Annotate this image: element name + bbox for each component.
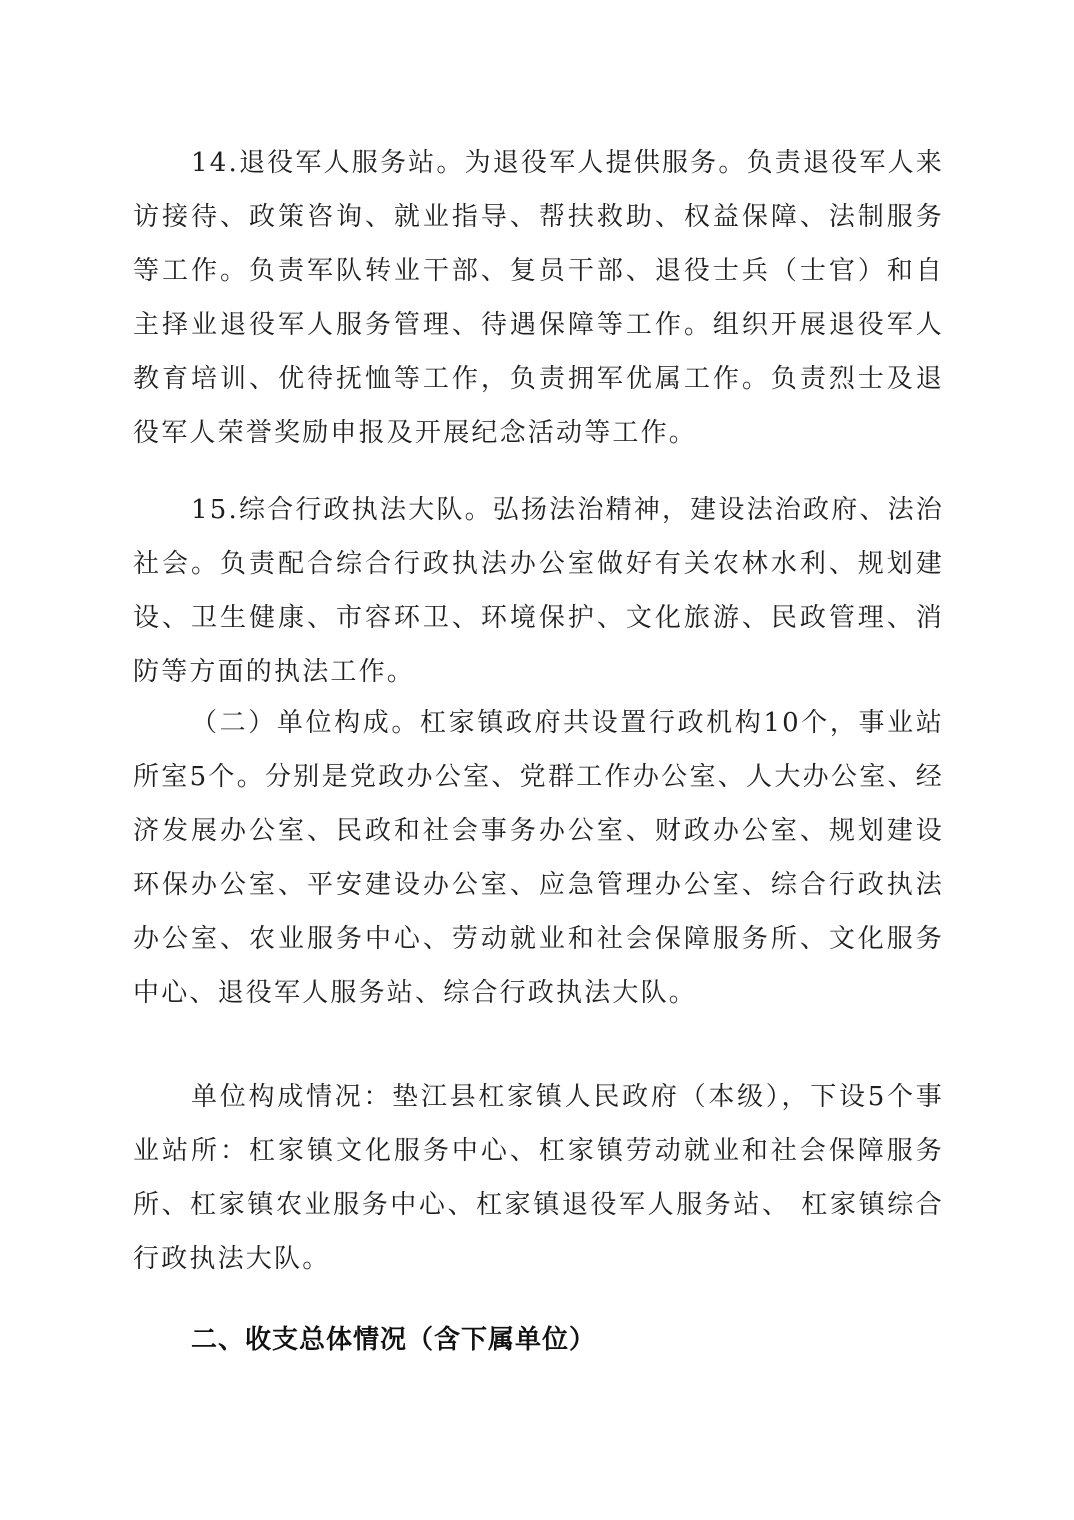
- paragraph-law-enforcement-brigade: 15.综合行政执法大队。弘扬法治精神，建设法治政府、法治社会。负责配合综合行政执法办公室做好有关农林水利、规划建设、卫生健康、市容环卫、环境保护、文化旅游、民政管理、消防等方面的执法工作。: [133, 495, 944, 687]
- section-heading: 二、收支总体情况（含下属单位）: [191, 1325, 597, 1355]
- paragraph-unit-composition-details: 单位构成情况：垫江县杠家镇人民政府（本级），下设5个事业站所：杠家镇文化服务中心、杠家镇劳动就业和社会保障服务所、杠家镇农业服务中心、杠家镇退役军人服务站、 杠家镇综合行政执法大队。: [133, 1082, 944, 1274]
- paragraph-unit-composition: （二）单位构成。杠家镇政府共设置行政机构10个，事业站所室5个。分别是党政办公室、党群工作办公室、人大办公室、经济发展办公室、民政和社会事务办公室、财政办公室、规划建设环保办公室、平安建设办公室、应急管理办公室、综合行政执法办公室、农业服务中心、劳动就业和社会保障服务所、文化服务中心、退役军人服务站、综合行政执法大队。: [133, 708, 944, 1008]
- paragraph-veterans-service-station: 14.退役军人服务站。为退役军人提供服务。负责退役军人来访接待、政策咨询、就业指导、帮扶救助、权益保障、法制服务等工作。负责军队转业干部、复员干部、退役士兵（士官）和自主择业退役军人服务管理、待遇保障等工作。组织开展退役军人教育培训、优待抚恤等工作，负责拥军优属工作。负责烈士及退役军人荣誉奖励申报及开展纪念活动等工作。: [133, 148, 944, 448]
